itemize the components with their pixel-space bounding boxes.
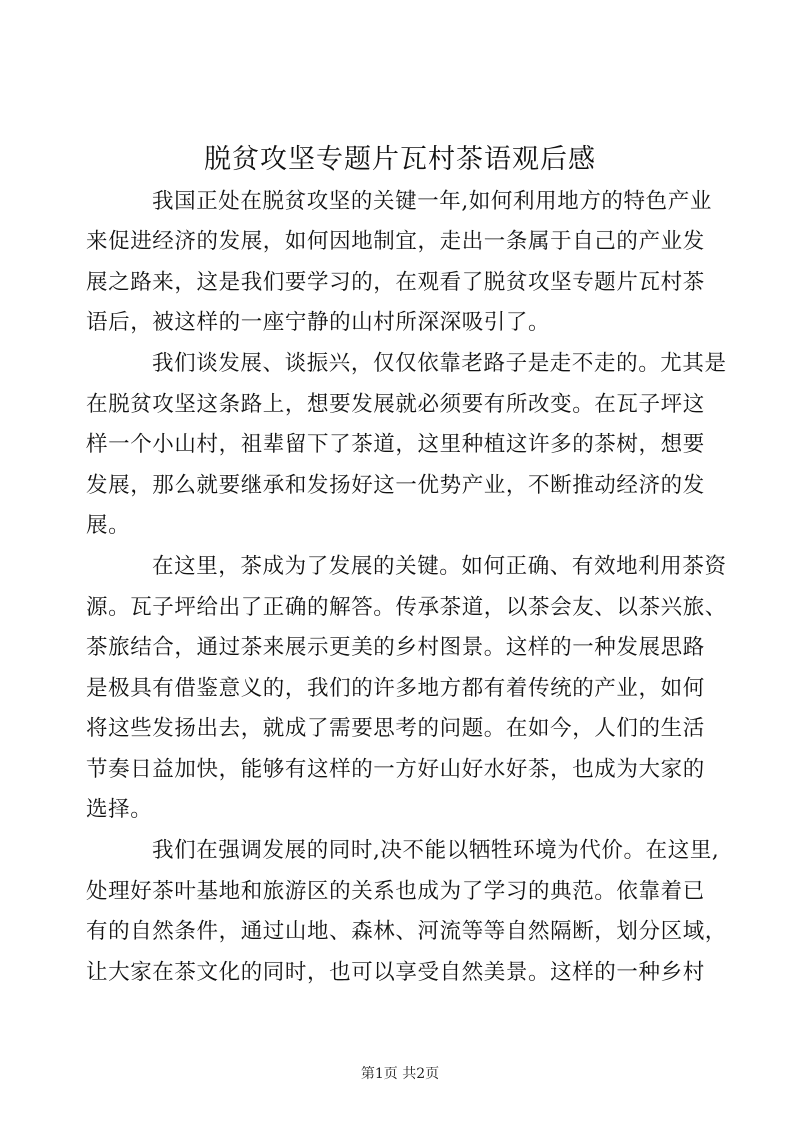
paragraph-3-line-6: 节奏日益加快，能够有这样的一方好山好水好茶，也成为大家的: [86, 757, 705, 782]
paragraph-2-line-5: 展。: [86, 513, 131, 538]
paragraph-4-line-2: 处理好茶叶基地和旅游区的关系也成为了学习的典范。依靠着已: [86, 879, 705, 904]
paragraph-4-line-3: 有的自然条件，通过山地、森林、河流等等自然隔断，划分区域，: [86, 919, 727, 944]
paragraph-3-line-5: 将这些发扬出去，就成了需要思考的问题。在如今，人们的生活: [86, 716, 705, 741]
paragraph-3-line-4: 是极具有借鉴意义的，我们的许多地方都有着传统的产业，如何: [86, 676, 705, 701]
paragraph-1-line-4: 语后，被这样的一座宁静的山村所深深吸引了。: [86, 310, 551, 335]
paragraph-1-line-2: 来促进经济的发展，如何因地制宜，走出一条属于自己的产业发: [86, 229, 705, 254]
paragraph-3-line-3: 茶旅结合，通过茶来展示更美的乡村图景。这样的一种发展思路: [86, 635, 705, 660]
paragraph-1-line-1: 我国正处在脱贫攻坚的关键一年,如何利用地方的特色产业: [152, 189, 712, 214]
paragraph-2-line-4: 发展，那么就要继承和发扬好这一优势产业，不断推动经济的发: [86, 473, 705, 498]
paragraph-3-line-2: 源。瓦子坪给出了正确的解答。传承茶道，以茶会友、以茶兴旅、: [86, 595, 727, 620]
page-number-footer: 第1页 共2页: [360, 1066, 440, 1082]
paragraph-1-line-3: 展之路来，这是我们要学习的，在观看了脱贫攻坚专题片瓦村茶: [86, 270, 705, 295]
paragraph-4-line-4: 让大家在茶文化的同时，也可以享受自然美景。这样的一种乡村: [86, 960, 705, 985]
paragraph-3-line-1: 在这里，茶成为了发展的关键。如何正确、有效地利用茶资: [152, 554, 727, 579]
paragraph-2-line-2: 在脱贫攻坚这条路上，想要发展就必须要有所改变。在瓦子坪这: [86, 392, 705, 417]
paragraph-2-line-3: 样一个小山村，祖辈留下了茶道，这里种植这许多的茶树，想要: [86, 432, 705, 457]
paragraph-2-line-1: 我们谈发展、谈振兴，仅仅依靠老路子是走不走的。尤其是: [152, 351, 727, 376]
document-title: 脱贫攻坚专题片瓦村茶语观后感: [204, 144, 596, 175]
paragraph-4-line-1: 我们在强调发展的同时,决不能以牺牲环境为代价。在这里,: [152, 838, 720, 863]
paragraph-3-line-7: 选择。: [86, 797, 153, 822]
